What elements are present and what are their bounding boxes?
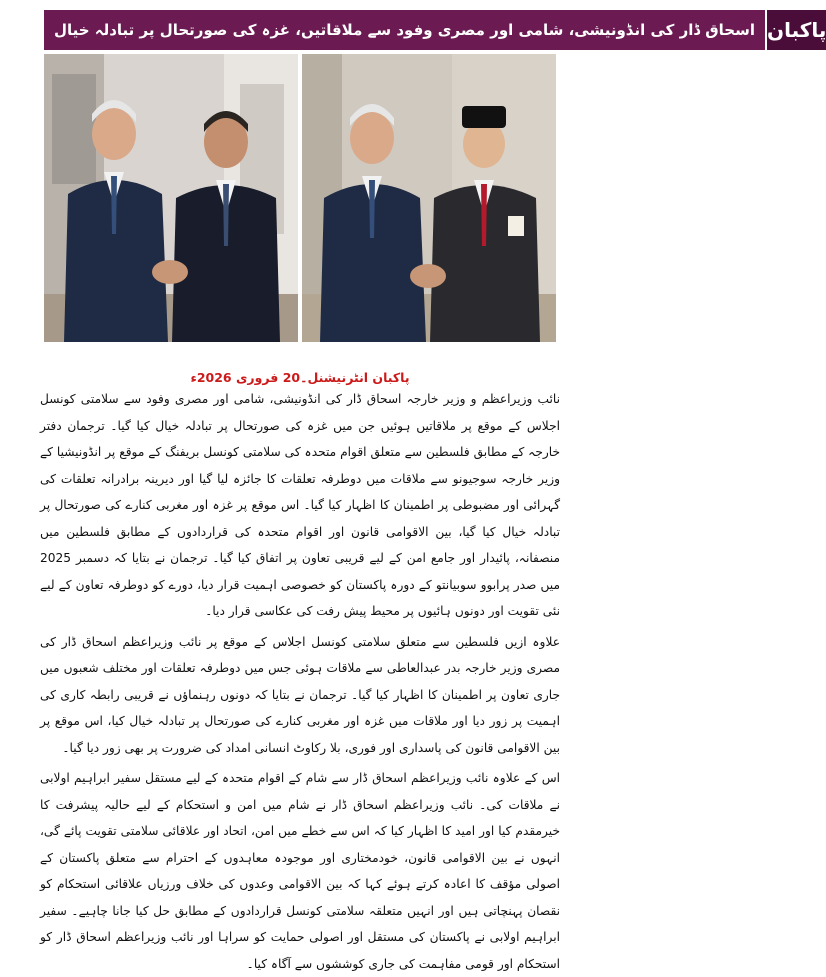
handshake-photo-icon <box>44 54 298 342</box>
article-body <box>40 386 560 971</box>
article-paragraph: علاوہ ازیں فلسطین سے متعلق سلامتی کونسل اجلاس کے موقع پر نائب وزیراعظم اسحاق ڈار کی مصری وزیر خارجہ بدر عبدالعاطی سے ملاقات ہوئی جس میں دوطرفہ تعلقات اور مختلف شعبوں میں جاری تعاون پر اطمینان کا اظہار کیا گیا۔ ترجمان نے بتایا کہ دونوں رہنماؤں نے قریبی رابطہ کاری کی اہمیت پر زور دیا اور ملاقات میں غزہ اور مغربی کنارے کی صورتحال پر تبادلہ خیال کیا، اس موقع پر بین الاقوامی قانون کی پاسداری اور فوری، بلا رکاوٹ انسانی امداد کی ضرورت پر بھی زور دیا گیا۔ <box>40 634 560 755</box>
article-paragraph: اس کے علاوہ نائب وزیراعظم اسحاق ڈار سے شام کے اقوام متحدہ کے لیے مستقل سفیر ابراہیم اولابی نے ملاقات کی۔ نائب وزیراعظم اسحاق ڈار نے شام میں امن و استحکام کے لیے حالیہ پیشرفت کا خیرمقدم کیا اور امید کا اظہار کیا کہ اس سے خطے میں امن، اتحاد اور علاقائی سلامتی تقویت پائے گی، انہوں نے بین الاقوامی قانون، خودمختاری اور موجودہ معاہدوں کے احترام سے متعلق پاکستان کے اصولی مؤقف کا اعادہ کرتے ہوئے کہا کہ بین الاقوامی وعدوں کی خلاف ورزیاں علاقائی استحکام کو نقصان پہنچاتی ہیں اور انہیں متعلقہ سلامتی کونسل قراردادوں کے مطابق حل کیا جانا چاہیے۔ سفیر ابراہیم اولابی نے پاکستان کی مستقل اور اصولی حمایت کو سراہا اور نائب وزیراعظم اسحاق ڈار کو استحکام اور قومی مفاہمت کی جاری کوششوں سے آگاہ کیا۔ <box>40 771 560 971</box>
photo-dar-indonesia <box>302 54 556 342</box>
dateline: پاکبان انٹرنیشنل۔20 فروری 2026ء <box>190 370 410 385</box>
brand-logo: پاکبان <box>765 10 826 50</box>
header-banner <box>44 10 826 50</box>
article-paragraph: نائب وزیراعظم و وزیر خارجہ اسحاق ڈار کی انڈونیشی، شامی اور مصری وفود سے سلامتی کونسل اجلاس کے موقع پر ملاقاتیں ہوئیں جن میں غزہ کی صورتحال پر تبادلہ خیال کیا گیا۔ ترجمان دفتر خارجہ کے مطابق فلسطین سے متعلق اقوام متحدہ کی سلامتی کونسل بریفنگ کے موقع پر انڈونیشیا کے وزیر خارجہ سوجیونو سے ملاقات میں دوطرفہ تعلقات کا جائزہ لیا گیا اور دیرینہ برادرانہ تعلقات کی گہرائی اور مضبوطی پر اطمینان کا اظہار کیا گیا۔ اس موقع پر غزہ اور مغربی کنارے کی صورتحال پر تبادلہ خیال کیا گیا، بین الاقوامی قانون اور اقوام متحدہ کی قراردادوں کے مطابق فلسطین میں منصفانہ، پائیدار اور جامع امن کے لیے قریبی تعاون پر اتفاق کیا گیا۔ ترجمان نے بتایا کہ دسمبر 2025 میں صدر پرابوو سوبیانتو کے دورہ پاکستان کو خصوصی اہمیت قرار دیا، دورے کو دوطرفہ تعاون کے لیے نئی تقویت اور دونوں ہائیوں پر محیط پیش رفت کی عکاسی قرار دیا۔ <box>40 392 560 618</box>
photo-dar-egypt <box>44 54 298 342</box>
handshake-photo-icon <box>302 54 556 342</box>
headline: اسحاق ڈار کی انڈونیشی، شامی اور مصری وفود سے ملاقاتیں، غزہ کی صورتحال پر تبادلہ خیال <box>44 10 765 50</box>
photo-strip <box>44 54 556 342</box>
